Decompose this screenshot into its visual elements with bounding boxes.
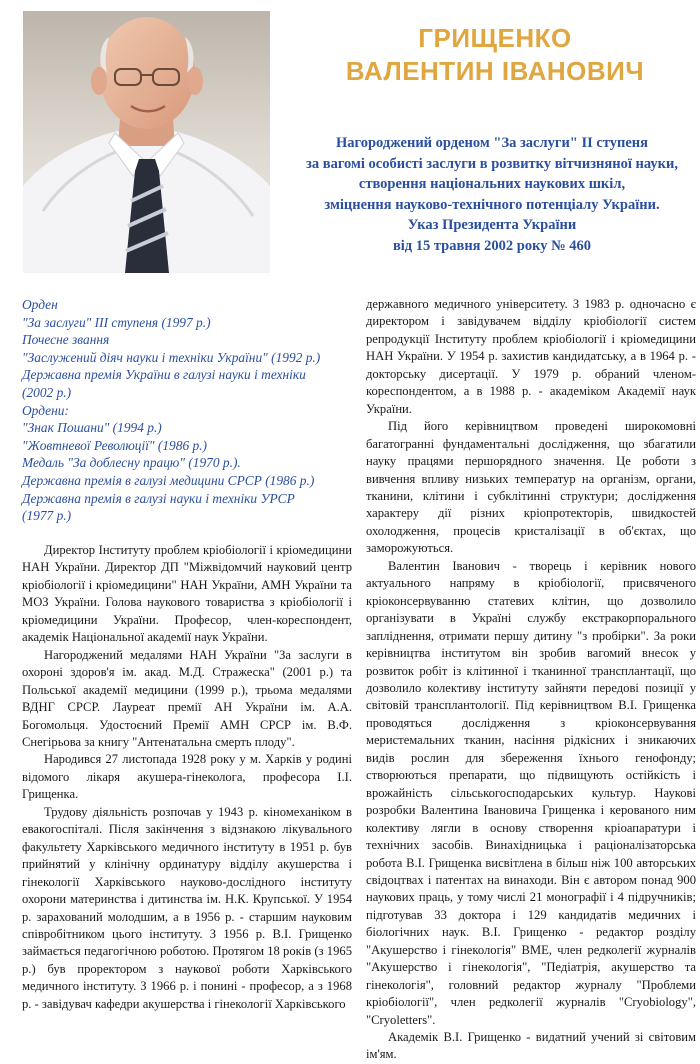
person-name-heading xyxy=(300,22,690,88)
award-line: від 15 травня 2002 року № 460 xyxy=(392,237,592,254)
award-line: Указ Президента України xyxy=(407,217,577,233)
honors-item: Державна премія в галузі медицини СРСР (1986 р.) xyxy=(22,472,315,488)
paragraph: Нагороджений медалями НАН України "За заслуги в охороні здоров'я ім. акад. М.Д. Стражеска" (2001 р.) та Польської академії медицини (1999 р.), трьома медалями ВДНГ СРСР. Лауреат премії АН України ім. А.А. Богомольця. Удостоєний Премії АМН СРСР ім. В.Ф. Снегірьова за книгу "Антенатальна смерть плоду". xyxy=(22,647,352,749)
award-line: зміцнення науково-технічного потенціалу України. xyxy=(324,196,660,213)
honors-item: "Заслужений діяч науки і техніки України" (1992 р.) xyxy=(22,349,321,365)
honors-item: "Жовтневої Революції" (1986 р.) xyxy=(22,437,207,453)
award-line: створення національних наукових шкіл, xyxy=(358,176,626,192)
honors-item: (1977 р.) xyxy=(22,508,72,524)
award-line: Нагороджений орденом "За заслуги" II ступеня xyxy=(335,135,648,151)
paragraph: Валентин Іванович - творець і керівник нового актуального напряму в кріобіології, присвяченого кріоконсервуванню статевих клітин, що дозволило організувати в Україні службу екстракорпорального запліднення, отримати першу дитину "з пробірки". За роки керівництва інститутом він зробив вагомий внесок у розвиток робіт із клітинної і тканинної трансплантації, що дозволило колективу інституту зайняти передові позиції у світовій трансплантології. Під керівництвом В.І. Грищенка проводяться дослідження з кріоконсервування меристемальних тканин, насіння рідкісних і зникаючих видів рослин для збереження їхнього генофонду; створюються препарати, що підвищують остійкість і врожайність сільськогосподарських культур. Наукові розробки Валентина Івановича Грищенка і керованого ним колективу лягли в основу створення кріоапаратури і технічних засобів. Винахідницька і раціоналізаторська робота В.І. Грищенка висвітлена в більш ніж 100 авторських свідоцтвах і патентах на винаходи. Він є автором понад 900 наукових праць, у тому числі 21 монографії і 4 підручників; підготував 33 доктора і 129 кандидатів медичних і біологічних наук. В.І. Грищенко - редактор розділу "Акушерство і гінекологія" ВМЕ, член редколегії журналів "Акушерство і гінекологія", "Педіатрія, акушерство та гінекологія", головний редактор журналу "Проблеми кріобіології", член редколегії журналів "Cryobiology", "Cryoletters". xyxy=(366,558,696,1027)
portrait-illustration xyxy=(23,11,270,273)
award-line: за вагомі особисті заслуги в розвитку вітчизняної науки, xyxy=(306,155,678,172)
award-statement xyxy=(292,133,692,256)
biography-right-column xyxy=(366,296,696,1064)
paragraph: Народився 27 листопада 1928 року у м. Харків у родині відомого лікаря акушера-гінеколога, професора І.І. Грищенка. xyxy=(22,752,352,802)
paragraph: Трудову діяльність розпочав у 1943 р. кіномеханіком в евакогоспіталі. Після закінчення з відзнакою лікувального факультету Харківського медичного інституту в 1951 р. був прийнятий у клінічну ординатуру відділу акушерства і гінекології Харківського науково-дослідного інституту охорони материнства і дитинства ім. Н.К. Крупської. У 1954 р. зарахований молодшим, а в 1956 р. - старшим науковим співробітником цього інституту. З 1956 р. В.І. Грищенко займається педагогічною роботою. Протягом 18 років (з 1965 р.) був проректором з наукової роботи Харківського медичного інституту. З 1966 р. і понині - професор, а з 1968 р. - завідувач кафедри акушерства і гінекології Харківського xyxy=(22,804,352,1011)
surname: ГРИЩЕНКО xyxy=(418,23,572,53)
honors-item: "За заслуги" III ступеня (1997 р.) xyxy=(22,314,211,330)
paragraph: Під його керівництвом проведені широкомовні багатогранні фундаментальні дослідження, що збагатили науку працями першорядного значення. Це роботи з вивчення впливу низьких температур на організм, органи, тканини, клітини і субклітинні структури; дослідження характеру дії різних кріопротекторів, швидкостей охолодження, процесів кристалізації в об'єктах, що заморожуються. xyxy=(366,419,696,556)
portrait-photo xyxy=(23,11,270,273)
paragraph: Академік В.І. Грищенко - видатний учений зі світовим ім'ям. xyxy=(366,1030,696,1062)
honors-list xyxy=(22,296,357,525)
honors-item: Державна премія в галузі науки і техніки УРСР xyxy=(22,490,295,506)
honors-item: Ордени: xyxy=(22,402,69,418)
honors-item: "Знак Пошани" (1994 р.) xyxy=(22,420,162,436)
honors-item: Почесне звання xyxy=(22,332,110,348)
paragraph: Директор Інституту проблем кріобіології і кріомедицини НАН України. Директор ДП "Міжвідомчий науковий центр кріобіології і кріомедицини" НАН України, АМН України та МОЗ України. Голова наукового товариства з кріобіології і кріомедицини України. Професор, член-кореспондент, академік Національної академії наук України. xyxy=(22,543,352,645)
given-name: ВАЛЕНТИН ІВАНОВИЧ xyxy=(345,56,645,86)
paragraph: державного медичного університету. З 1983 р. одночасно є директором і завідувачем відділу кріобіології систем репродукції Інституту проблем кріобіології і кріомедицини НАН України. У 1954 р. захистив кандидатську, а в 1964 р. - докторську дисертації. У 1979 р. обраний членом-кореспондентом, а в 1988 р. - академіком Академії наук України. xyxy=(366,297,696,416)
honors-item: (2002 р.) xyxy=(22,384,72,400)
honors-item: Медаль "За доблесну працю" (1970 р.). xyxy=(22,455,241,471)
honors-item: Державна премія України в галузі науки і техніки xyxy=(22,367,306,383)
biography-left-column xyxy=(22,542,352,1013)
honors-item: Орден xyxy=(22,297,58,312)
